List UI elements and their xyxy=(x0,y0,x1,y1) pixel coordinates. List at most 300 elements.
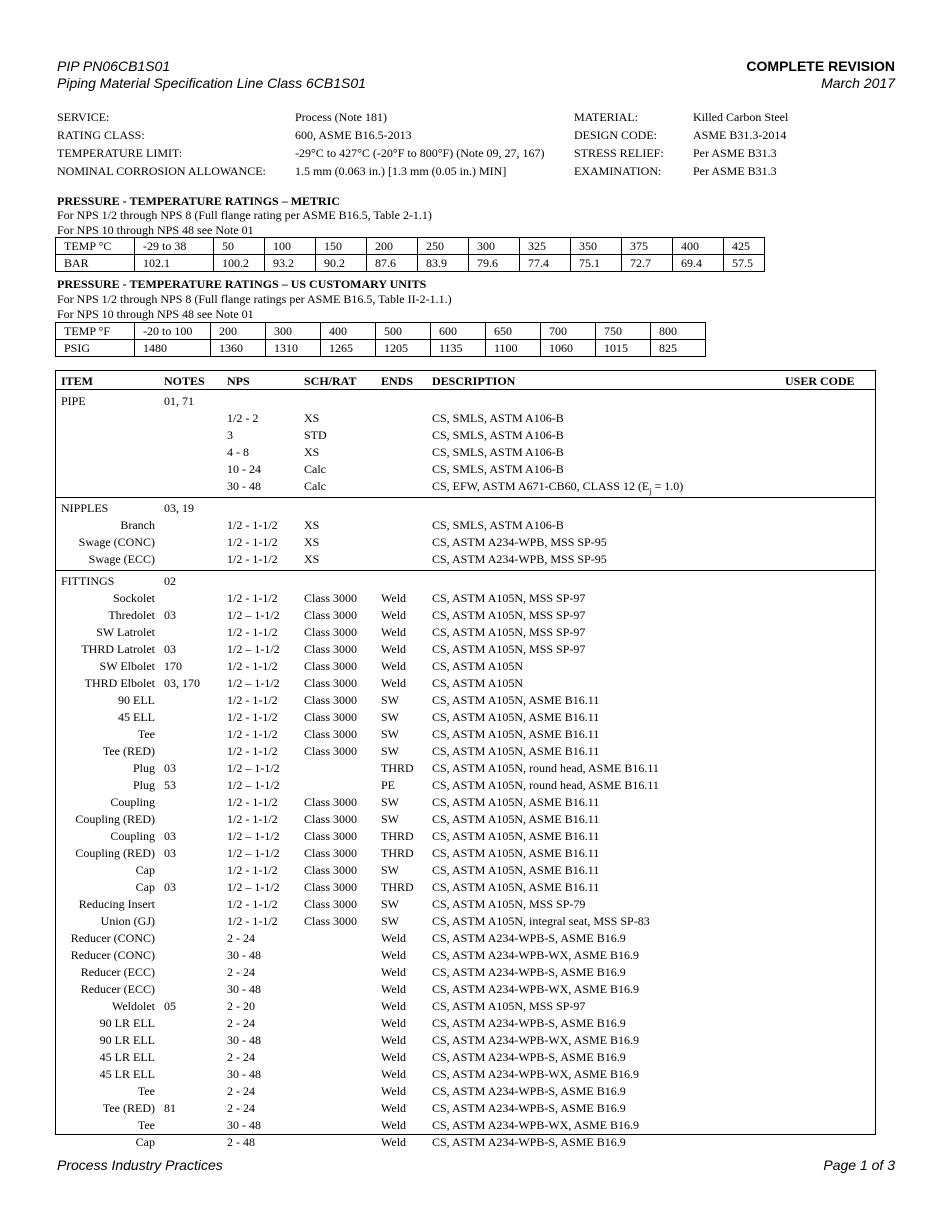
doc-title: Piping Material Specification Line Class 6CB1S01 xyxy=(57,75,366,91)
pressure-cell: 102.1 xyxy=(135,255,214,272)
cell-sch: XS xyxy=(304,411,320,425)
cell-item: 90 ELL xyxy=(118,693,155,707)
cell-item: Reducer (CONC) xyxy=(70,931,155,945)
table-row xyxy=(56,726,875,743)
cell-nps: 1/2 - 1-1/2 xyxy=(227,591,278,605)
cell-description: CS, ASTM A234-WPB-S, ASME B16.9 xyxy=(432,1050,626,1064)
cell-ends: Weld xyxy=(381,1050,407,1064)
pressure-cell: 825 xyxy=(651,340,706,357)
temp-cell: 250 xyxy=(418,238,469,255)
column-header-notes: NOTES xyxy=(164,374,205,388)
table-row xyxy=(56,794,875,811)
cell-nps: 1/2 - 1-1/2 xyxy=(227,535,278,549)
cell-ends: Weld xyxy=(381,642,407,656)
table-row xyxy=(56,862,875,879)
cell-nps: 1/2 - 2 xyxy=(227,411,259,425)
pressure-cell: 75.1 xyxy=(571,255,622,272)
table-row xyxy=(56,427,875,444)
cell-description: CS, ASTM A105N, ASME B16.11 xyxy=(432,744,600,758)
group-divider xyxy=(56,570,875,571)
table-row xyxy=(56,590,875,607)
cell-ends: SW xyxy=(381,914,399,928)
temp-cell: 100 xyxy=(265,238,316,255)
cell-description: CS, ASTM A105N, MSS SP-97 xyxy=(432,999,586,1013)
info-value: ASME B31.3-2014 xyxy=(693,128,787,142)
cell-nps: 1/2 - 1-1/2 xyxy=(227,744,278,758)
pressure-cell: 1265 xyxy=(321,340,376,357)
cell-ends: Weld xyxy=(381,1118,407,1132)
cell-ends: THRD xyxy=(381,761,414,775)
cell-ends: Weld xyxy=(381,1101,407,1115)
cell-notes: 53 xyxy=(164,778,176,792)
cell-ends: SW xyxy=(381,744,399,758)
cell-item: Plug xyxy=(132,761,155,775)
us-ratings-table xyxy=(55,322,706,357)
info-left-values xyxy=(295,108,545,180)
temp-cell: 400 xyxy=(673,238,724,255)
info-value: Per ASME B31.3 xyxy=(693,164,777,178)
info-value: Process (Note 181) xyxy=(295,110,387,124)
cell-ends: Weld xyxy=(381,1135,407,1149)
cell-nps: 1/2 - 1-1/2 xyxy=(227,795,278,809)
pressure-row xyxy=(56,255,765,272)
cell-sch: Class 3000 xyxy=(304,642,358,656)
cell-nps: 1/2 – 1-1/2 xyxy=(227,608,280,622)
temp-cell: 150 xyxy=(316,238,367,255)
cell-sch: Class 3000 xyxy=(304,914,358,928)
cell-nps: 1/2 – 1-1/2 xyxy=(227,642,280,656)
cell-ends: Weld xyxy=(381,931,407,945)
cell-description: CS, ASTM A234-WPB-WX, ASME B16.9 xyxy=(432,1033,640,1047)
cell-ends: Weld xyxy=(381,999,407,1013)
table-row xyxy=(56,692,875,709)
description-text: CS, EFW, ASTM A671-CB60, CLASS 12 (E xyxy=(432,479,650,493)
cell-item: Coupling xyxy=(110,829,155,843)
cell-nps: 2 - 24 xyxy=(227,965,255,979)
table-row xyxy=(56,607,875,624)
cell-description: CS, ASTM A105N, ASME B16.11 xyxy=(432,846,600,860)
cell-item: Sockolet xyxy=(113,591,155,605)
table-row xyxy=(56,845,875,862)
cell-nps: 1/2 - 1-1/2 xyxy=(227,914,278,928)
cell-nps: 1/2 - 1-1/2 xyxy=(227,552,278,566)
table-row xyxy=(56,534,875,551)
piping-components-table xyxy=(55,370,876,1149)
cell-item: Reducer (CONC) xyxy=(70,948,155,962)
cell-sch: Calc xyxy=(304,479,326,493)
cell-description: CS, SMLS, ASTM A106-B xyxy=(432,445,564,459)
cell-ends: Weld xyxy=(381,625,407,639)
cell-sch: Class 3000 xyxy=(304,880,358,894)
cell-ends: Weld xyxy=(381,1067,407,1081)
cell-nps: 10 - 24 xyxy=(227,462,261,476)
cell-nps: 1/2 - 1-1/2 xyxy=(227,693,278,707)
cell-notes: 03 xyxy=(164,642,176,656)
group-divider xyxy=(56,497,875,498)
table-row xyxy=(56,828,875,845)
cell-notes: 01, 71 xyxy=(164,394,194,408)
cell-item: Weldolet xyxy=(111,999,155,1013)
temp-cell: 800 xyxy=(651,323,706,340)
pressure-cell: 1310 xyxy=(266,340,321,357)
cell-sch: Class 3000 xyxy=(304,676,358,690)
table-row xyxy=(56,551,875,568)
info-label: MATERIAL: xyxy=(574,110,638,124)
cell-nps: 1/2 – 1-1/2 xyxy=(227,880,280,894)
cell-sch: Class 3000 xyxy=(304,727,358,741)
cell-description: CS, SMLS, ASTM A106-B xyxy=(432,462,564,476)
cell-nps: 2 - 24 xyxy=(227,1084,255,1098)
temp-label: TEMP °C xyxy=(56,238,135,255)
cell-nps: 30 - 48 xyxy=(227,479,261,493)
cell-nps: 2 - 24 xyxy=(227,1050,255,1064)
cell-sch: Class 3000 xyxy=(304,591,358,605)
cell-description: CS, ASTM A105N xyxy=(432,659,524,673)
pressure-cell: 77.4 xyxy=(520,255,571,272)
metric-ratings-table xyxy=(55,237,765,272)
pressure-cell: 93.2 xyxy=(265,255,316,272)
cell-item: 45 LR ELL xyxy=(99,1067,155,1081)
info-left-labels xyxy=(57,108,266,180)
temp-cell: 350 xyxy=(571,238,622,255)
cell-nps: 30 - 48 xyxy=(227,982,261,996)
metric-title: PRESSURE - TEMPERATURE RATINGS – METRIC xyxy=(57,194,341,208)
cell-description: CS, ASTM A105N, MSS SP-97 xyxy=(432,591,586,605)
cell-sch: Class 3000 xyxy=(304,744,358,758)
cell-item: Thredolet xyxy=(108,608,155,622)
column-header-user-code: USER CODE xyxy=(785,374,855,388)
cell-notes: 170 xyxy=(164,659,182,673)
cell-description: CS, ASTM A105N, integral seat, MSS SP-83 xyxy=(432,914,650,928)
table-row xyxy=(56,964,875,981)
temp-cell: 50 xyxy=(214,238,265,255)
cell-ends: SW xyxy=(381,693,399,707)
cell-sch: Calc xyxy=(304,462,326,476)
cell-sch: Class 3000 xyxy=(304,795,358,809)
cell-nps: 2 - 24 xyxy=(227,931,255,945)
cell-sch: Class 3000 xyxy=(304,659,358,673)
metric-note-2: For NPS 10 through NPS 48 see Note 01 xyxy=(57,223,254,237)
table-row xyxy=(56,658,875,675)
cell-ends: Weld xyxy=(381,948,407,962)
pressure-cell: 1360 xyxy=(211,340,266,357)
cell-description: CS, ASTM A105N, ASME B16.11 xyxy=(432,880,600,894)
cell-ends: Weld xyxy=(381,591,407,605)
cell-ends: SW xyxy=(381,812,399,826)
pressure-cell: 1480 xyxy=(135,340,211,357)
column-header-nps: NPS xyxy=(227,374,250,388)
column-header-item: ITEM xyxy=(61,374,94,388)
cell-notes: 81 xyxy=(164,1101,176,1115)
table-row xyxy=(56,760,875,777)
info-label: STRESS RELIEF: xyxy=(574,146,664,160)
metric-note-1: For NPS 1/2 through NPS 8 (Full flange rating per ASME B16.5, Table 2-1.1) xyxy=(57,208,432,222)
pressure-cell: 1135 xyxy=(431,340,486,357)
temp-cell: -29 to 38 xyxy=(135,238,214,255)
table-row xyxy=(56,998,875,1015)
cell-item: THRD Latrolet xyxy=(81,642,155,656)
cell-description: CS, ASTM A105N, ASME B16.11 xyxy=(432,710,600,724)
cell-description: CS, ASTM A105N, round head, ASME B16.11 xyxy=(432,761,659,775)
revision-label: COMPLETE REVISION xyxy=(746,58,895,74)
cell-description: CS, ASTM A234-WPB-S, ASME B16.9 xyxy=(432,1016,626,1030)
cell-ends: Weld xyxy=(381,982,407,996)
cell-item: 90 LR ELL xyxy=(99,1033,155,1047)
cell-ends: SW xyxy=(381,863,399,877)
info-label: RATING CLASS: xyxy=(57,128,145,142)
cell-description: CS, ASTM A105N, MSS SP-97 xyxy=(432,625,586,639)
cell-description: CS, ASTM A234-WPB, MSS SP-95 xyxy=(432,552,607,566)
cell-nps: 1/2 – 1-1/2 xyxy=(227,761,280,775)
cell-description: CS, ASTM A234-WPB-S, ASME B16.9 xyxy=(432,965,626,979)
cell-item: Coupling (RED) xyxy=(75,812,155,826)
cell-notes: 03, 170 xyxy=(164,676,200,690)
cell-notes: 03 xyxy=(164,829,176,843)
table-row xyxy=(56,981,875,998)
cell-item: Tee xyxy=(137,727,155,741)
cell-description: CS, ASTM A105N, ASME B16.11 xyxy=(432,693,600,707)
cell-nps: 1/2 – 1-1/2 xyxy=(227,676,280,690)
group-header-row xyxy=(56,573,875,590)
cell-ends: Weld xyxy=(381,608,407,622)
table-row xyxy=(56,930,875,947)
pressure-cell: 83.9 xyxy=(418,255,469,272)
cell-description: CS, ASTM A234-WPB-S, ASME B16.9 xyxy=(432,1084,626,1098)
cell-description: CS, SMLS, ASTM A106-B xyxy=(432,428,564,442)
pressure-cell: 72.7 xyxy=(622,255,673,272)
cell-notes: 03 xyxy=(164,608,176,622)
cell-description: CS, ASTM A234-WPB-S, ASME B16.9 xyxy=(432,931,626,945)
info-label: TEMPERATURE LIMIT: xyxy=(57,146,183,160)
pressure-label: PSIG xyxy=(56,340,135,357)
cell-ends: PE xyxy=(381,778,396,792)
cell-item: Cap xyxy=(135,1135,155,1149)
cell-notes: 03 xyxy=(164,880,176,894)
cell-nps: 1/2 – 1-1/2 xyxy=(227,778,280,792)
temp-cell: 700 xyxy=(541,323,596,340)
pressure-cell: 69.4 xyxy=(673,255,724,272)
cell-sch: XS xyxy=(304,535,320,549)
cell-description: CS, ASTM A105N, ASME B16.11 xyxy=(432,863,600,877)
pressure-label: BAR xyxy=(56,255,135,272)
cell-ends: Weld xyxy=(381,965,407,979)
temp-cell: 375 xyxy=(622,238,673,255)
column-header-description: DESCRIPTION xyxy=(432,374,516,388)
cell-item: SW Elbolet xyxy=(99,659,155,673)
table-row xyxy=(56,1015,875,1032)
cell-description xyxy=(432,478,683,495)
cell-nps: 30 - 48 xyxy=(227,1067,261,1081)
cell-description: CS, ASTM A105N, ASME B16.11 xyxy=(432,812,600,826)
revision-date: March 2017 xyxy=(821,75,895,91)
info-value: Killed Carbon Steel xyxy=(693,110,789,124)
cell-notes: 03 xyxy=(164,846,176,860)
cell-ends: Weld xyxy=(381,676,407,690)
cell-sch: Class 3000 xyxy=(304,897,358,911)
pressure-cell: 1015 xyxy=(596,340,651,357)
cell-item: Coupling (RED) xyxy=(75,846,155,860)
table-row xyxy=(56,1049,875,1066)
cell-description: CS, ASTM A234-WPB-WX, ASME B16.9 xyxy=(432,1118,640,1132)
temp-cell: 650 xyxy=(486,323,541,340)
column-header-sch: SCH/RAT xyxy=(304,374,357,388)
cell-sch: XS xyxy=(304,445,320,459)
table-row xyxy=(56,896,875,913)
cell-nps: 1/2 - 1-1/2 xyxy=(227,812,278,826)
table-row xyxy=(56,1083,875,1100)
temp-cell: 500 xyxy=(376,323,431,340)
cell-sch: Class 3000 xyxy=(304,846,358,860)
cell-ends: THRD xyxy=(381,829,414,843)
cell-item: 45 ELL xyxy=(118,710,155,724)
cell-nps: 30 - 48 xyxy=(227,948,261,962)
info-right-labels xyxy=(574,108,664,180)
cell-description: CS, ASTM A105N, MSS SP-79 xyxy=(432,897,586,911)
cell-sch: Class 3000 xyxy=(304,625,358,639)
table-row xyxy=(56,517,875,534)
table-row xyxy=(56,1117,875,1134)
cell-description: CS, SMLS, ASTM A106-B xyxy=(432,411,564,425)
cell-item: SW Latrolet xyxy=(96,625,155,639)
cell-nps: 4 - 8 xyxy=(227,445,249,459)
cell-ends: THRD xyxy=(381,846,414,860)
cell-item: Tee (RED) xyxy=(102,744,155,758)
table-row xyxy=(56,947,875,964)
cell-description: CS, SMLS, ASTM A106-B xyxy=(432,518,564,532)
pressure-cell: 1205 xyxy=(376,340,431,357)
cell-notes: 03 xyxy=(164,761,176,775)
pressure-cell: 79.6 xyxy=(469,255,520,272)
footer-page: Page 1 of 3 xyxy=(823,1157,895,1173)
cell-description: CS, ASTM A234-WPB-S, ASME B16.9 xyxy=(432,1101,626,1115)
info-right-values xyxy=(693,108,788,180)
cell-item: 90 LR ELL xyxy=(99,1016,155,1030)
table-row xyxy=(56,675,875,692)
cell-item: Reducer (ECC) xyxy=(80,982,155,996)
us-note-1: For NPS 1/2 through NPS 8 (Full flange ratings per ASME B16.5, Table II-2-1.1.) xyxy=(57,292,452,306)
temp-cell: -20 to 100 xyxy=(135,323,211,340)
table-row xyxy=(56,1134,875,1151)
cell-item: Tee xyxy=(137,1084,155,1098)
cell-ends: SW xyxy=(381,710,399,724)
temp-label: TEMP °F xyxy=(56,323,135,340)
table-row xyxy=(56,1066,875,1083)
footer-left: Process Industry Practices xyxy=(57,1157,223,1173)
info-label: DESIGN CODE: xyxy=(574,128,657,142)
table-header xyxy=(56,373,875,390)
temp-cell: 325 xyxy=(520,238,571,255)
info-label: NOMINAL CORROSION ALLOWANCE: xyxy=(57,164,266,178)
cell-item: FITTINGS xyxy=(61,574,115,588)
cell-item: Coupling xyxy=(110,795,155,809)
temp-cell: 300 xyxy=(266,323,321,340)
cell-nps: 2 - 20 xyxy=(227,999,255,1013)
pressure-cell: 90.2 xyxy=(316,255,367,272)
cell-nps: 2 - 48 xyxy=(227,1135,255,1149)
pressure-row xyxy=(56,340,706,357)
doc-number: PIP PN06CB1S01 xyxy=(57,58,171,74)
cell-item: Swage (CONC) xyxy=(78,535,155,549)
cell-item: Tee xyxy=(137,1118,155,1132)
cell-nps: 2 - 24 xyxy=(227,1101,255,1115)
cell-nps: 2 - 24 xyxy=(227,1016,255,1030)
cell-notes: 03, 19 xyxy=(164,501,194,515)
cell-ends: SW xyxy=(381,795,399,809)
description-tail: = 1.0) xyxy=(651,479,684,493)
table-row xyxy=(56,444,875,461)
cell-sch: Class 3000 xyxy=(304,710,358,724)
cell-item: Swage (ECC) xyxy=(88,552,155,566)
cell-description: CS, ASTM A105N, ASME B16.11 xyxy=(432,829,600,843)
table-row xyxy=(56,913,875,930)
info-label: SERVICE: xyxy=(57,110,110,124)
cell-description: CS, ASTM A105N, MSS SP-97 xyxy=(432,608,586,622)
cell-item: Plug xyxy=(132,778,155,792)
cell-ends: THRD xyxy=(381,880,414,894)
cell-description: CS, ASTM A105N, ASME B16.11 xyxy=(432,795,600,809)
column-header-ends: ENDS xyxy=(381,374,414,388)
us-title: PRESSURE - TEMPERATURE RATINGS – US CUSTOMARY UNITS xyxy=(57,277,427,291)
cell-sch: XS xyxy=(304,518,320,532)
cell-sch: STD xyxy=(304,428,327,442)
info-value: Per ASME B31.3 xyxy=(693,146,777,160)
description-subscript: j xyxy=(649,486,652,496)
info-label: EXAMINATION: xyxy=(574,164,662,178)
cell-ends: Weld xyxy=(381,1016,407,1030)
info-value: 1.5 mm (0.063 in.) [1.3 mm (0.05 in.) MIN] xyxy=(295,164,507,178)
cell-nps: 1/2 - 1-1/2 xyxy=(227,863,278,877)
cell-item: Cap xyxy=(135,880,155,894)
cell-item: Branch xyxy=(120,518,155,532)
table-row xyxy=(56,777,875,794)
table-row xyxy=(56,879,875,896)
table-row xyxy=(56,743,875,760)
cell-description: CS, ASTM A105N, ASME B16.11 xyxy=(432,727,600,741)
cell-item: Union (GJ) xyxy=(100,914,155,928)
cell-nps: 3 xyxy=(227,428,233,442)
cell-ends: SW xyxy=(381,727,399,741)
pressure-cell: 100.2 xyxy=(214,255,265,272)
table-row xyxy=(56,1032,875,1049)
cell-item: Reducing Insert xyxy=(78,897,155,911)
table-row xyxy=(56,641,875,658)
cell-description: CS, ASTM A105N, round head, ASME B16.11 xyxy=(432,778,659,792)
cell-item: PIPE xyxy=(61,394,86,408)
cell-description: CS, ASTM A105N xyxy=(432,676,524,690)
cell-description: CS, ASTM A234-WPB-WX, ASME B16.9 xyxy=(432,948,640,962)
group-header-row xyxy=(56,500,875,517)
cell-item: Reducer (ECC) xyxy=(80,965,155,979)
pressure-cell: 57.5 xyxy=(724,255,765,272)
cell-nps: 1/2 - 1-1/2 xyxy=(227,727,278,741)
pressure-cell: 1060 xyxy=(541,340,596,357)
table-row xyxy=(56,811,875,828)
info-value: 600, ASME B16.5-2013 xyxy=(295,128,412,142)
cell-sch: Class 3000 xyxy=(304,863,358,877)
header-divider xyxy=(56,389,875,390)
cell-nps: 1/2 – 1-1/2 xyxy=(227,846,280,860)
table-row xyxy=(56,478,875,495)
cell-nps: 1/2 – 1-1/2 xyxy=(227,829,280,843)
cell-sch: Class 3000 xyxy=(304,829,358,843)
cell-nps: 1/2 - 1-1/2 xyxy=(227,710,278,724)
cell-ends: Weld xyxy=(381,1033,407,1047)
info-value: -29°C to 427°C (-20°F to 800°F) (Note 09, 27, 167) xyxy=(295,146,545,160)
cell-item: Tee (RED) xyxy=(102,1101,155,1115)
cell-description: CS, ASTM A234-WPB-WX, ASME B16.9 xyxy=(432,982,640,996)
cell-ends: Weld xyxy=(381,659,407,673)
cell-description: CS, ASTM A234-WPB, MSS SP-95 xyxy=(432,535,607,549)
